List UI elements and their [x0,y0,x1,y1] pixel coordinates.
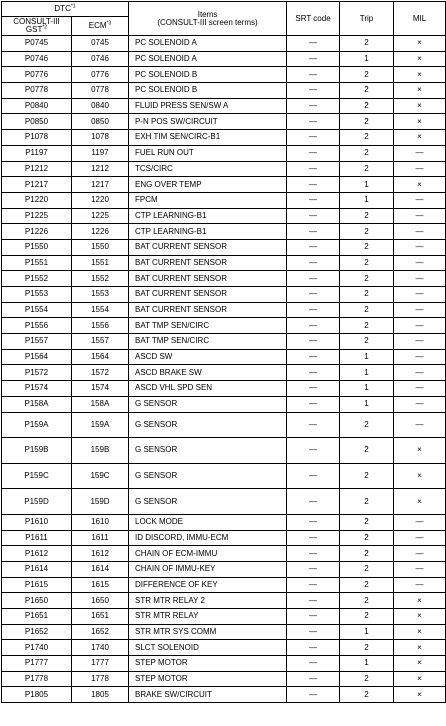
trip-cell: 2 [340,130,394,146]
table-row [2,624,446,640]
mil-cell: — [394,239,446,255]
trip-cell: 1 [340,365,394,381]
srt-cell: — [287,365,340,381]
dtc-ecm-cell: 1778 [72,671,129,687]
srt-cell: — [287,624,340,640]
table-row [2,381,446,397]
dtc-ecm-cell: 1225 [72,208,129,224]
table-row [2,687,446,703]
trip-cell: 2 [340,412,394,438]
trip-cell: 2 [340,593,394,609]
item-cell: PC SOLENOID B [129,83,287,99]
dtc-ecm-cell: 0776 [72,67,129,83]
item-cell: P-N POS SW/CIRCUIT [129,114,287,130]
item-cell: CHAIN OF ECM-IMMU [129,546,287,562]
mil-cell: × [394,114,446,130]
dtc-ecm-cell: 1554 [72,302,129,318]
item-cell: FUEL RUN OUT [129,145,287,161]
item-cell: ASCD SW [129,349,287,365]
trip-cell: 1 [340,51,394,67]
dtc-ecm-cell: 1557 [72,334,129,350]
srt-cell: — [287,396,340,412]
srt-cell: — [287,489,340,515]
srt-cell: — [287,640,340,656]
trip-cell: 2 [340,36,394,52]
dtc-ecm-cell: 1650 [72,593,129,609]
dtc-gst-cell: P1574 [2,381,72,397]
item-cell: FPCM [129,192,287,208]
srt-cell: — [287,530,340,546]
item-cell: STEP MOTOR [129,656,287,672]
table-row [2,349,446,365]
table-row [2,161,446,177]
table-row [2,334,446,350]
dtc-ecm-cell: 0778 [72,83,129,99]
trip-cell: 2 [340,83,394,99]
item-cell: BAT CURRENT SENSOR [129,255,287,271]
dtc-gst-cell: P159C [2,463,72,489]
item-cell: FLUID PRESS SEN/SW A [129,98,287,114]
dtc-ecm-cell: 158A [72,396,129,412]
mil-cell: — [394,224,446,240]
mil-cell: — [394,145,446,161]
srt-cell: — [287,192,340,208]
trip-cell: 1 [340,624,394,640]
srt-cell: — [287,561,340,577]
dtc-gst-cell: P0840 [2,98,72,114]
srt-cell: — [287,546,340,562]
dtc-ecm-cell: 1217 [72,177,129,193]
mil-cell: × [394,130,446,146]
trip-header: Trip [340,2,394,36]
table-row [2,208,446,224]
dtc-ecm-cell: 1652 [72,624,129,640]
dtc-gst-cell: P1220 [2,192,72,208]
trip-cell: 1 [340,656,394,672]
trip-cell: 2 [340,67,394,83]
dtc-gst-cell: P1778 [2,671,72,687]
dtc-gst-cell: P1564 [2,349,72,365]
table-row [2,67,446,83]
item-cell: BAT TMP SEN/CIRC [129,318,287,334]
table-row [2,609,446,625]
dtc-gst-cell: P1805 [2,687,72,703]
srt-cell: — [287,334,340,350]
dtc-ecm-cell: 1777 [72,656,129,672]
dtc-gst-cell: P1572 [2,365,72,381]
dtc-ecm-cell: 159B [72,438,129,464]
table-row [2,51,446,67]
table-row [2,577,446,593]
srt-cell: — [287,224,340,240]
table-row [2,463,446,489]
mil-cell: — [394,561,446,577]
item-cell: BAT CURRENT SENSOR [129,302,287,318]
item-cell: ASCD VHL SPD SEN [129,381,287,397]
dtc-gst-cell: P1551 [2,255,72,271]
srt-cell: — [287,412,340,438]
dtc-gst-cell: P1611 [2,530,72,546]
dtc-ecm-cell: 0850 [72,114,129,130]
item-cell: BAT CURRENT SENSOR [129,271,287,287]
dtc-ecm-cell: 1612 [72,546,129,562]
dtc-gst-cell: P159B [2,438,72,464]
table-row [2,530,446,546]
trip-cell: 2 [340,687,394,703]
mil-cell: × [394,687,446,703]
trip-cell: 2 [340,271,394,287]
mil-cell: — [394,271,446,287]
mil-cell: — [394,318,446,334]
dtc-gst-cell: P0745 [2,36,72,52]
srt-cell: — [287,239,340,255]
dtc-gst-cell: P1552 [2,271,72,287]
mil-cell: — [394,577,446,593]
item-cell: STEP MOTOR [129,671,287,687]
dtc-ecm-cell: 0746 [72,51,129,67]
dtc-gst-cell: P1740 [2,640,72,656]
trip-cell: 2 [340,318,394,334]
dtc-gst-cell: P1557 [2,334,72,350]
item-cell: STR MTR RELAY [129,609,287,625]
dtc-header: DTC$^{*1}$ [2,2,129,17]
trip-cell: 1 [340,177,394,193]
mil-cell: — [394,349,446,365]
item-cell: PC SOLENOID B [129,67,287,83]
dtc-gst-cell: P1553 [2,287,72,303]
item-cell: SLCT SOLENOID [129,640,287,656]
dtc-ecm-cell: 159A [72,412,129,438]
mil-cell: — [394,287,446,303]
dtc-gst-cell: P1556 [2,318,72,334]
trip-cell: 2 [340,239,394,255]
srt-cell: — [287,98,340,114]
dtc-ecm-cell: 1564 [72,349,129,365]
table-row [2,561,446,577]
trip-cell: 2 [340,145,394,161]
item-cell: BAT TMP SEN/CIRC [129,334,287,350]
trip-cell: 2 [340,255,394,271]
srt-cell: — [287,381,340,397]
header-row-1 [2,2,446,17]
item-cell: G SENSOR [129,489,287,515]
trip-cell: 2 [340,561,394,577]
table-row [2,114,446,130]
dtc-gst-cell: P1610 [2,514,72,530]
item-cell: BRAKE SW/CIRCUIT [129,687,287,703]
dtc-ecm-cell: 1611 [72,530,129,546]
dtc-table [1,1,446,703]
mil-cell: × [394,624,446,640]
srt-cell: — [287,177,340,193]
trip-cell: 1 [340,192,394,208]
dtc-ecm-cell: 1615 [72,577,129,593]
item-cell: LOCK MODE [129,514,287,530]
mil-cell: × [394,438,446,464]
srt-cell: — [287,161,340,177]
table-row [2,145,446,161]
trip-cell: 2 [340,640,394,656]
dtc-gst-cell: P1652 [2,624,72,640]
trip-cell: 2 [340,98,394,114]
dtc-gst-cell: P1554 [2,302,72,318]
mil-cell: × [394,83,446,99]
mil-cell: — [394,302,446,318]
dtc-ecm-cell: 1212 [72,161,129,177]
dtc-ecm-cell: 1556 [72,318,129,334]
table-row [2,514,446,530]
dtc-gst-cell: P1550 [2,239,72,255]
item-cell: ASCD BRAKE SW [129,365,287,381]
dtc-gst-cell: P1078 [2,130,72,146]
mil-cell: × [394,67,446,83]
item-cell: EXH TIM SEN/CIRC-B1 [129,130,287,146]
table-row [2,318,446,334]
dtc-ecm-cell: 1574 [72,381,129,397]
srt-header: SRT code [287,2,340,36]
trip-cell: 2 [340,287,394,303]
dtc-gst-cell: P1650 [2,593,72,609]
dtc-gst-cell: P1612 [2,546,72,562]
dtc-ecm-cell: 1740 [72,640,129,656]
srt-cell: — [287,302,340,318]
trip-cell: 1 [340,349,394,365]
table-row [2,640,446,656]
srt-cell: — [287,656,340,672]
dtc-gst-cell: P0746 [2,51,72,67]
item-cell: CTP LEARNING-B1 [129,224,287,240]
table-row [2,593,446,609]
srt-cell: — [287,687,340,703]
dtc-gst-cell: P1615 [2,577,72,593]
trip-cell: 2 [340,514,394,530]
dtc-gst-cell: P0776 [2,67,72,83]
table-row [2,438,446,464]
dtc-ecm-cell: 0745 [72,36,129,52]
trip-cell: 2 [340,609,394,625]
item-cell: ID DISCORD, IMMU-ECM [129,530,287,546]
dtc-ecm-cell: 0840 [72,98,129,114]
dtc-ecm-cell: 159C [72,463,129,489]
trip-cell: 2 [340,334,394,350]
mil-cell: — [394,161,446,177]
item-cell: CHAIN OF IMMU-KEY [129,561,287,577]
trip-cell: 1 [340,381,394,397]
dtc-ecm-cell: 1551 [72,255,129,271]
dtc-ecm-cell: 1805 [72,687,129,703]
dtc-gst-cell: P0778 [2,83,72,99]
dtc-ecm-cell: 1614 [72,561,129,577]
table-row [2,287,446,303]
trip-cell: 2 [340,489,394,515]
table-row [2,36,446,52]
dtc-gst-cell: P1225 [2,208,72,224]
item-cell: G SENSOR [129,412,287,438]
mil-cell: × [394,463,446,489]
table-row [2,412,446,438]
dtc-ecm-cell: 1553 [72,287,129,303]
dtc-gst-cell: P159D [2,489,72,515]
table-row [2,255,446,271]
srt-cell: — [287,671,340,687]
mil-cell: — [394,412,446,438]
srt-cell: — [287,255,340,271]
mil-cell: — [394,255,446,271]
dtc-gst-cell: P1212 [2,161,72,177]
dtc-gst-cell: P1614 [2,561,72,577]
srt-cell: — [287,349,340,365]
table-row [2,365,446,381]
srt-cell: — [287,514,340,530]
item-cell: G SENSOR [129,438,287,464]
table-row [2,239,446,255]
mil-cell: × [394,640,446,656]
item-cell: PC SOLENOID A [129,51,287,67]
srt-cell: — [287,609,340,625]
srt-cell: — [287,463,340,489]
srt-cell: — [287,130,340,146]
srt-cell: — [287,67,340,83]
srt-cell: — [287,318,340,334]
srt-cell: — [287,593,340,609]
table-row [2,192,446,208]
item-cell: CTP LEARNING-B1 [129,208,287,224]
mil-cell: × [394,36,446,52]
dtc-ecm-cell: 159D [72,489,129,515]
item-cell: PC SOLENOID A [129,36,287,52]
mil-cell: — [394,396,446,412]
item-cell: G SENSOR [129,463,287,489]
srt-cell: — [287,577,340,593]
srt-cell: — [287,145,340,161]
table-row [2,224,446,240]
trip-cell: 2 [340,224,394,240]
item-cell: TCS/CIRC [129,161,287,177]
dtc-gst-cell: P1217 [2,177,72,193]
trip-cell: 2 [340,161,394,177]
dtc-ecm-cell: 1610 [72,514,129,530]
mil-cell: × [394,593,446,609]
dtc-gst-cell: P159A [2,412,72,438]
table-row [2,546,446,562]
srt-cell: — [287,287,340,303]
mil-cell: — [394,334,446,350]
trip-cell: 2 [340,438,394,464]
items-header: Items (CONSULT-III screen terms) [129,2,287,36]
dtc-ecm-cell: 1552 [72,271,129,287]
table-row [2,656,446,672]
table-row [2,83,446,99]
trip-cell: 2 [340,114,394,130]
srt-cell: — [287,83,340,99]
trip-cell: 2 [340,302,394,318]
table-row [2,671,446,687]
item-cell: BAT CURRENT SENSOR [129,239,287,255]
srt-cell: — [287,51,340,67]
mil-cell: — [394,192,446,208]
item-cell: BAT CURRENT SENSOR [129,287,287,303]
ecm-header: ECM$^{*3}$ [72,17,129,36]
dtc-gst-cell: P158A [2,396,72,412]
table-row [2,177,446,193]
mil-header: MIL [394,2,446,36]
table-row [2,302,446,318]
dtc-gst-cell: P1777 [2,656,72,672]
table-row [2,489,446,515]
mil-cell: × [394,177,446,193]
mil-cell: × [394,671,446,687]
mil-cell: × [394,51,446,67]
dtc-ecm-cell: 1651 [72,609,129,625]
table-row [2,271,446,287]
trip-cell: 1 [340,396,394,412]
dtc-gst-cell: P0850 [2,114,72,130]
dtc-ecm-cell: 1220 [72,192,129,208]
dtc-ecm-cell: 1572 [72,365,129,381]
mil-cell: — [394,208,446,224]
dtc-gst-cell: P1651 [2,609,72,625]
table-row [2,98,446,114]
trip-cell: 2 [340,577,394,593]
trip-cell: 2 [340,463,394,489]
trip-cell: 2 [340,530,394,546]
mil-cell: — [394,530,446,546]
dtc-gst-cell: P1197 [2,145,72,161]
item-cell: STR MTR SYS COMM [129,624,287,640]
mil-cell: × [394,489,446,515]
dtc-ecm-cell: 1550 [72,239,129,255]
table-row [2,396,446,412]
srt-cell: — [287,36,340,52]
consult-gst-header: CONSULT-III GST$^{*2}$ [2,17,72,36]
item-cell: ENG OVER TEMP [129,177,287,193]
dtc-ecm-cell: 1078 [72,130,129,146]
mil-cell: — [394,546,446,562]
mil-cell: × [394,609,446,625]
srt-cell: — [287,438,340,464]
item-cell: G SENSOR [129,396,287,412]
mil-cell: × [394,98,446,114]
dtc-ecm-cell: 1197 [72,145,129,161]
trip-cell: 2 [340,546,394,562]
item-cell: DIFFERENCE OF KEY [129,577,287,593]
mil-cell: — [394,365,446,381]
trip-cell: 2 [340,671,394,687]
table-row [2,130,446,146]
srt-cell: — [287,271,340,287]
srt-cell: — [287,208,340,224]
item-cell: STR MTR RELAY 2 [129,593,287,609]
trip-cell: 2 [340,208,394,224]
srt-cell: — [287,114,340,130]
dtc-gst-cell: P1226 [2,224,72,240]
mil-cell: — [394,381,446,397]
mil-cell: — [394,514,446,530]
mil-cell: × [394,656,446,672]
dtc-ecm-cell: 1226 [72,224,129,240]
